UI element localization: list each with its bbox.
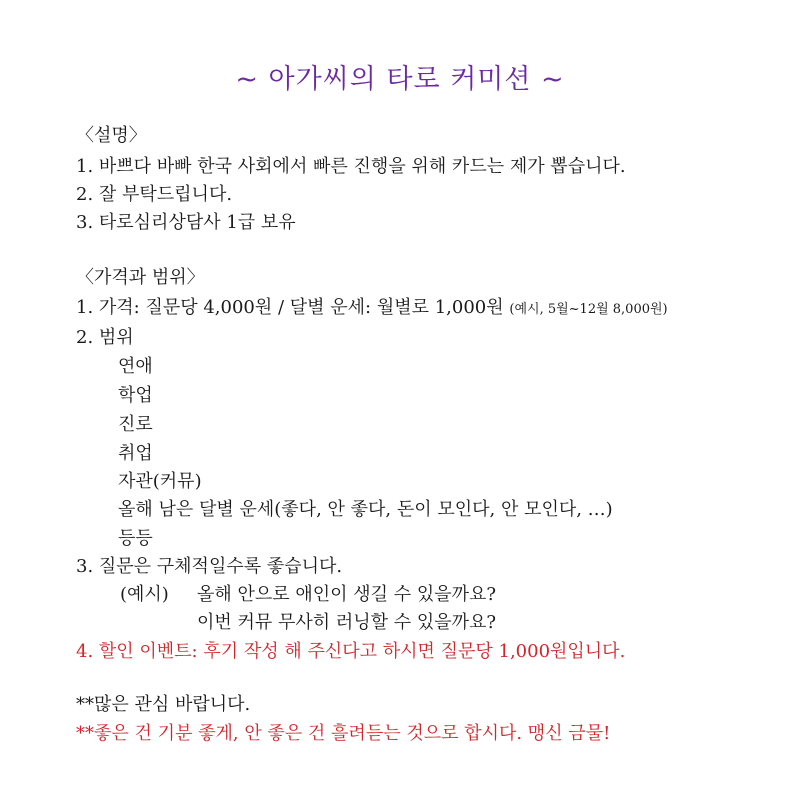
scope-item: 등등 (118, 528, 153, 549)
discount-line: 4. 할인 이벤트: 후기 작성 해 주신다고 하시면 질문당 1,000원입니다. (76, 641, 626, 662)
scope-item: 취업 (118, 443, 153, 464)
scope-item: 연애 (118, 356, 153, 377)
footer-note: **많은 관심 바랍니다. (76, 694, 251, 715)
scope-item: 진로 (118, 414, 153, 435)
page-title: ~ 아가씨의 타로 커미션 ~ (235, 64, 565, 95)
scope-label: 2. 범위 (76, 327, 134, 348)
scope-item: 자관(커뮤) (118, 471, 202, 492)
description-item-3: 3. 타로심리상담사 1급 보유 (76, 212, 296, 233)
section-heading-price-scope: 〈가격과 범위〉 (76, 267, 205, 288)
footer-warning: **좋은 건 기분 좋게, 안 좋은 건 흘려듣는 것으로 합시다. 맹신 금물! (76, 723, 611, 744)
price-line (76, 296, 668, 322)
price-text: 1. 가격: 질문당 4,000원 / 달별 운세: 월별로 1,000원 (76, 297, 504, 318)
description-item-1: 1. 바쁘다 바빠 한국 사회에서 빠른 진행을 위해 카드는 제가 뽑습니다. (76, 156, 626, 177)
example-text: 이번 커뮤 무사히 러닝할 수 있을까요? (197, 612, 497, 633)
example-label: (예시) (120, 584, 169, 605)
description-item-2: 2. 잘 부탁드립니다. (76, 184, 233, 205)
section-heading-description: 〈설명〉 (76, 125, 147, 146)
price-note: (예시, 5월~12월 8,000원) (509, 302, 668, 317)
question-line: 3. 질문은 구체적일수록 좋습니다. (76, 556, 343, 577)
scope-item: 올해 남은 달별 운세(좋다, 안 좋다, 돈이 모인다, 안 모인다, …) (118, 499, 613, 520)
example-text: 올해 안으로 애인이 생길 수 있을까요? (197, 584, 497, 605)
scope-item: 학업 (118, 385, 153, 406)
